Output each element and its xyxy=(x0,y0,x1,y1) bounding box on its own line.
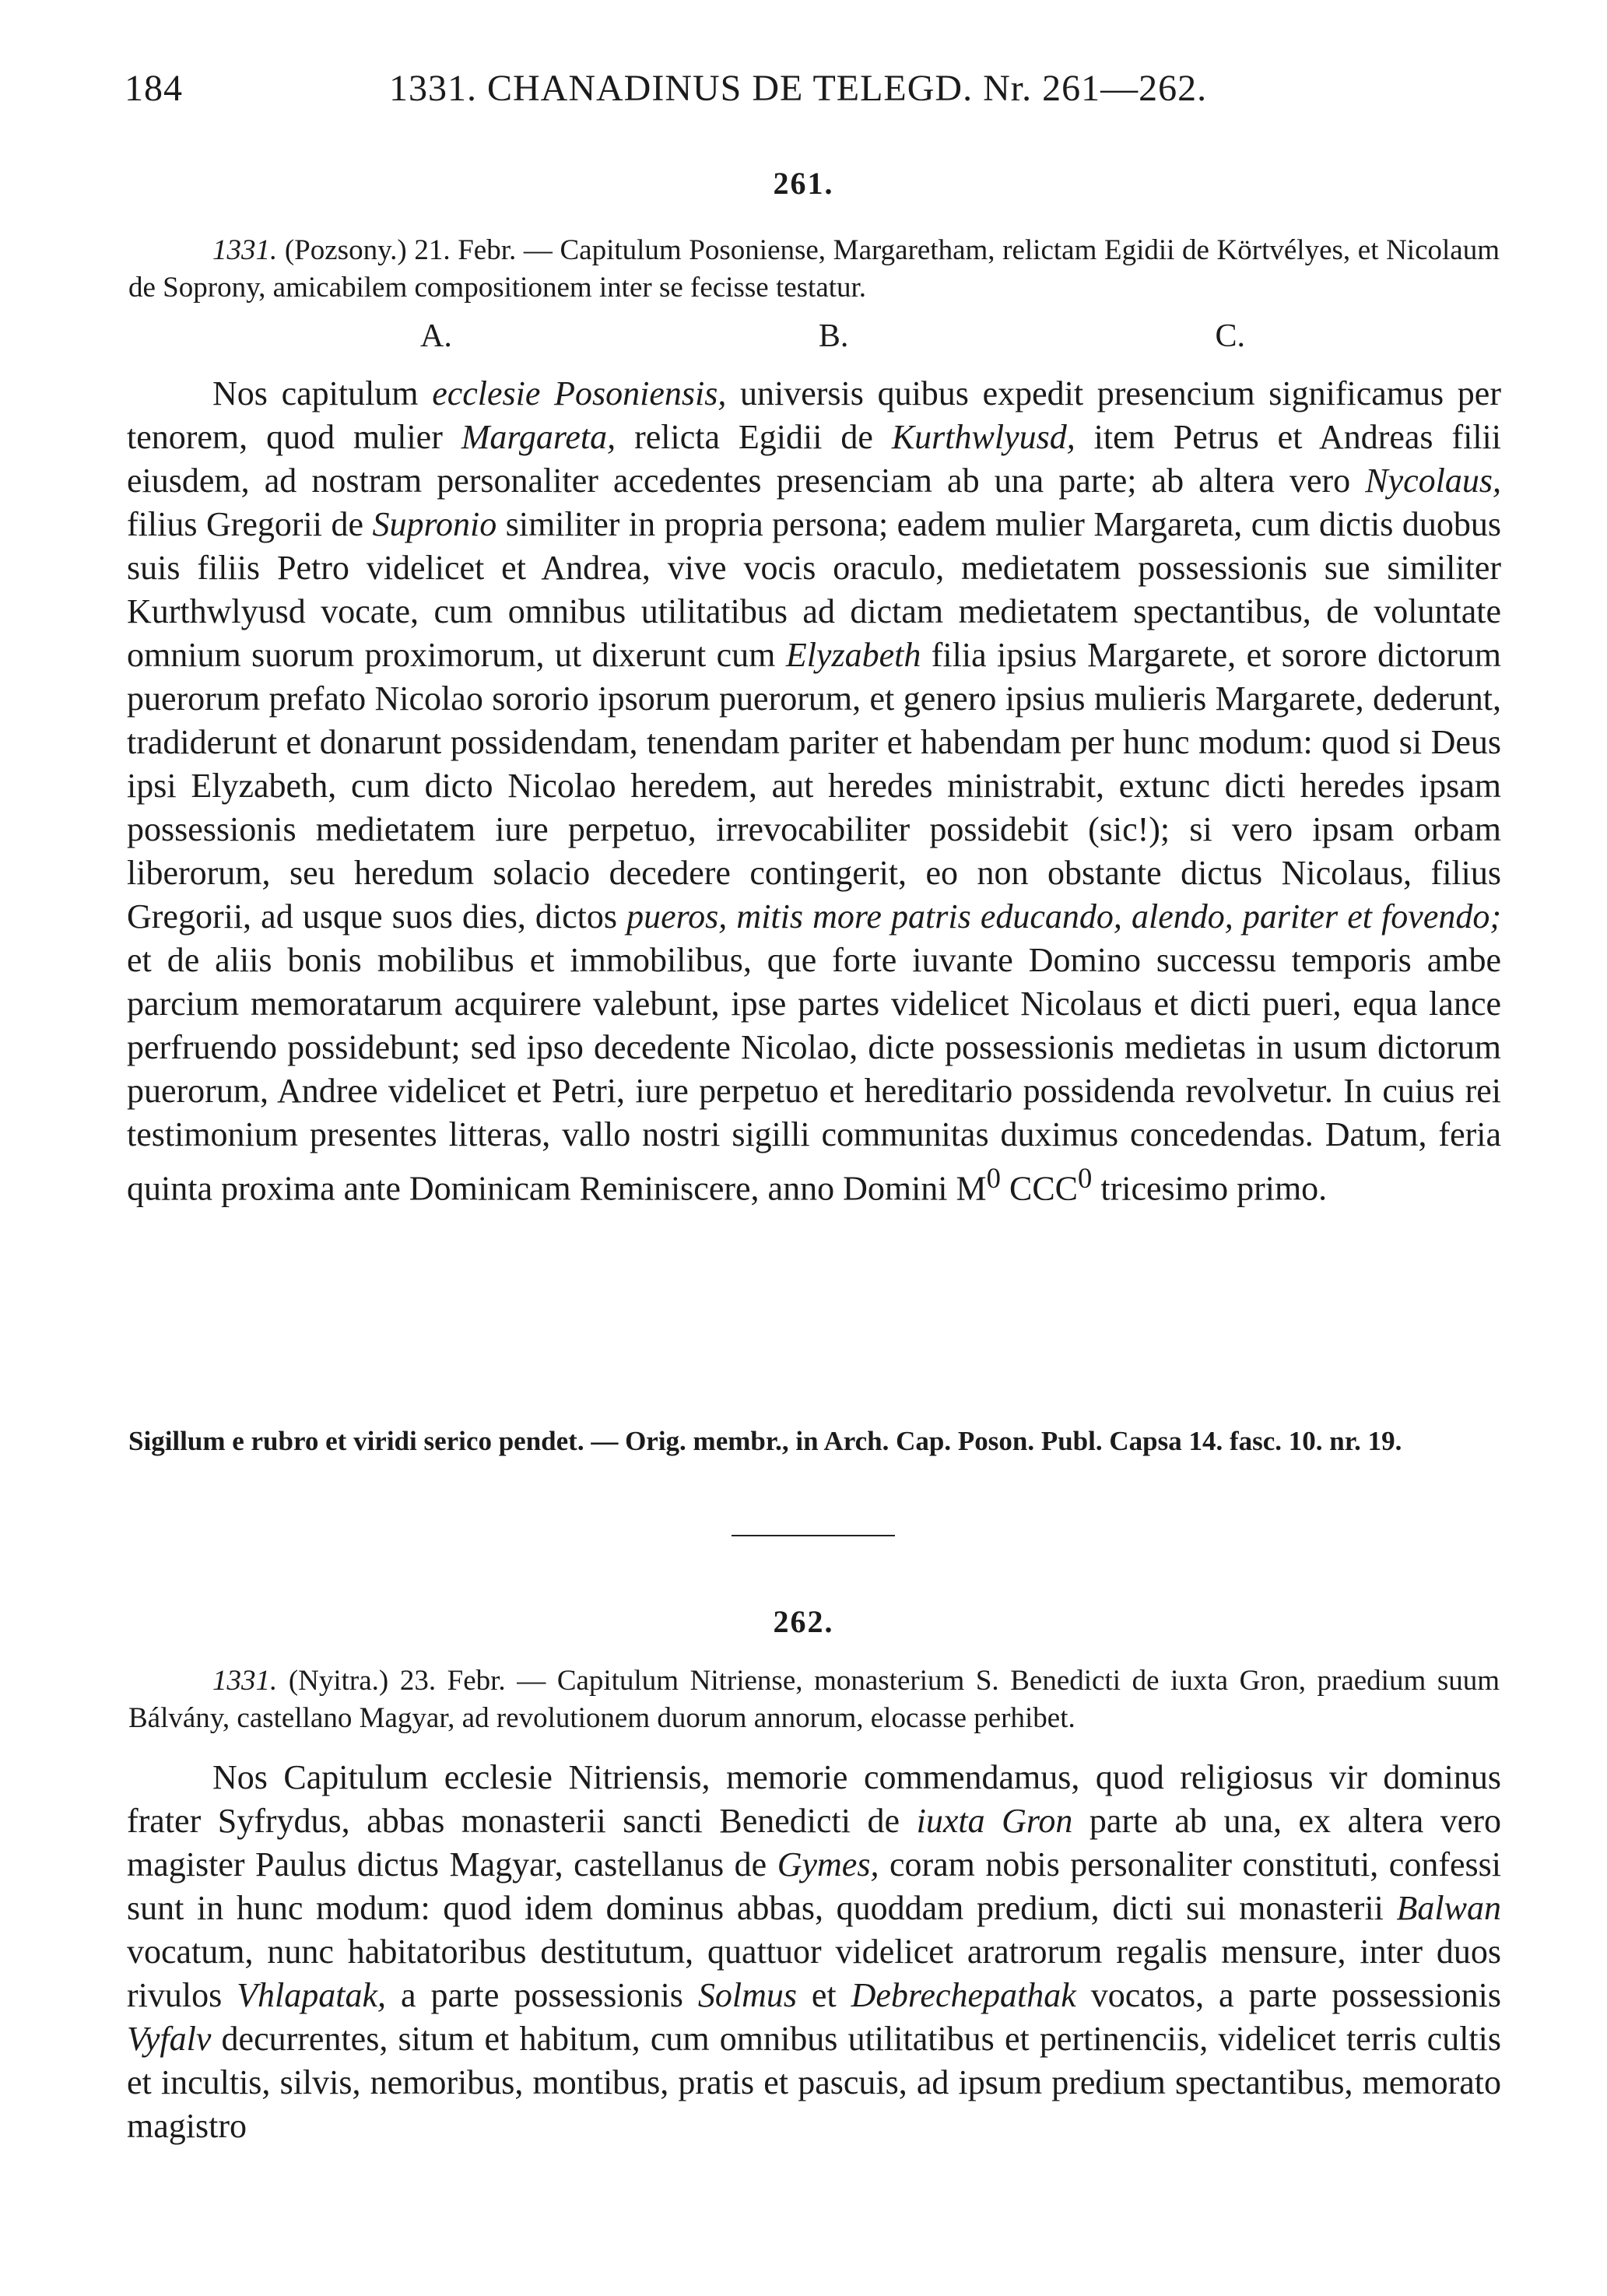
superscript: 0 xyxy=(1078,1162,1093,1194)
charter-number-262: 262. xyxy=(773,1604,834,1639)
italic-segment: Vyfalv xyxy=(127,2020,212,2058)
text-segment: decurrentes, situm et habitum, cum omnibus utilitatibus et pertinenciis, videlicet terris cultis et incultis, silvis, nemoribus, montibus, pratis et pascuis, ad ipsum predium spectantibus, memorato magistro xyxy=(127,2020,1501,2145)
charter-261-note: Sigillum e rubro et viridi serico pendet. — Orig. membr., in Arch. Cap. Poson. Publ. Capsa 14. fasc. 10. nr. 19. xyxy=(128,1426,1402,1456)
text-segment: filia ipsius Margarete, et sorore dictorum puerorum prefato Nicolao sororio ipsorum puerorum, et genero ipsius mulieris Margarete, dederunt, tradiderunt et donarunt possidendam, tenendam pariter et habendam per hunc modum: quod si Deus ipsi Elyzabeth, cum dicto Nicolao heredem, aut heredes ministrabit, extunc dicti heredes ipsam possessionis medietatem iure perpetuo, irrevocabiliter possidebit (sic!); si vero ipsam orbam liberorum, seu heredum solacio decedere contingerit, eo non obstante dictus Nicolaus, filius Gregorii, ad usque suos dies, dictos xyxy=(127,636,1501,936)
regest-summary: (Pozsony.) 21. Febr. — Capitulum Posoniense, Margaretham, relictam Egidii de Körtvélyes, et Nicolaum de Soprony, amicabilem compositionem inter se fecisse testatur. xyxy=(128,234,1500,304)
regest-summary: (Nyitra.) 23. Febr. — Capitulum Nitriense, monasterium S. Benedicti de iuxta Gron, praedium suum Bálvány, castellano Magyar, ad revolutionem duorum annorum, elocasse perhibet. xyxy=(128,1665,1500,1734)
regest-date: 1331. xyxy=(212,234,278,266)
text-segment: tricesimo primo. xyxy=(1092,1169,1328,1208)
italic-segment: iuxta Gron xyxy=(916,1802,1073,1840)
superscript: 0 xyxy=(986,1162,1001,1194)
text-segment: et xyxy=(796,1976,851,2014)
witness-b: B. xyxy=(818,318,849,354)
text-segment: filius Gregorii de xyxy=(127,505,373,543)
witness-a: A. xyxy=(420,318,452,354)
text-segment: parte ab una, ex altera vero magister Paulus dictus Magyar, castellanus de xyxy=(127,1802,1501,1883)
italic-segment: Nycolaus, xyxy=(1365,462,1501,500)
text-segment: coram nobis personaliter constituti, confessi sunt in hunc modum: quod idem dominus abbas, quoddam predium, dicti sui monasterii xyxy=(127,1845,1501,1927)
text-segment: Nos Capitulum ecclesie Nitriensis, memorie commendamus, quod religiosus vir dominus frater Syfrydus, abbas monasterii sancti Benedicti de xyxy=(127,1758,1501,1840)
charter-262-regest xyxy=(128,1662,1500,1737)
italic-segment: Elyzabeth xyxy=(785,636,921,674)
italic-segment: Margareta, xyxy=(461,418,616,456)
text-segment: Nos capitulum xyxy=(212,374,433,413)
page-number: 184 xyxy=(125,68,183,109)
text-segment: a parte possessionis xyxy=(386,1976,698,2014)
text-segment: CCC xyxy=(1000,1169,1079,1208)
text-segment: vocatos, a parte possessionis xyxy=(1075,1976,1501,2014)
italic-segment: Vhlapatak, xyxy=(237,1976,387,2014)
charter-261-regest xyxy=(128,232,1500,307)
charter-262-text xyxy=(127,1756,1501,2148)
text-segment: relicta Egidii de xyxy=(616,418,892,456)
witness-c: C. xyxy=(1215,318,1245,354)
running-head xyxy=(125,67,1237,110)
italic-segment: Balwan xyxy=(1396,1889,1501,1927)
italic-segment: Supronio xyxy=(372,505,497,543)
section-divider xyxy=(732,1535,895,1536)
running-title: 1331. CHANADINUS DE TELEGD. Nr. 261—262. xyxy=(389,68,1208,109)
charter-number-261: 261. xyxy=(773,166,834,201)
text-segment: et de aliis bonis mobilibus et immobilibus, que forte iuvante Domino successu temporis ambe parcium memoratarum acquirere valebunt, ipse partes videlicet Nicolaus et dicti pueri, equa lance perfruendo possidebunt; sed ipso decedente Nicolao, dicte possessionis medietas in usum dictorum puerorum, Andree videlicet et Petri, iure perpetuo et hereditario possidenda revolvetur. In cuius rei testimonium presentes litteras, vallo nostri sigilli communitas duximus concedendas. Datum, feria quinta proxima ante Dominicam Reminiscere, anno Domini M xyxy=(127,941,1501,1208)
charter-261-text xyxy=(127,372,1501,1211)
text-segment: similiter in propria persona; eadem mulier Margareta, cum dictis duobus suis filiis Petro videlicet et Andrea, vive vocis oraculo, medietatem possessionis sue similiter Kurthwlyusd vocate, cum omnibus utilitatibus ad dictam medietatem spectantibus, de voluntate omnium suorum proximorum, ut dixerunt cum xyxy=(127,505,1501,674)
text-segment: universis quibus expedit presencium significamus per tenorem, quod mulier xyxy=(127,374,1501,456)
italic-segment: Debrechepathak xyxy=(851,1976,1076,2014)
text-segment: vocatum, nunc habitatoribus destitutum, quattuor videlicet aratrorum regalis mensure, inter duos rivulos xyxy=(127,1933,1501,2014)
italic-segment: Kurthwlyusd, xyxy=(891,418,1075,456)
italic-segment: Gymes, xyxy=(777,1845,879,1883)
italic-segment: ecclesie Posoniensis, xyxy=(432,374,727,413)
regest-date: 1331. xyxy=(212,1665,278,1697)
manuscript-witnesses xyxy=(420,318,1245,355)
italic-segment: Solmus xyxy=(697,1976,797,2014)
italic-segment: pueros, mitis more patris educando, alendo, pariter et fovendo; xyxy=(626,897,1501,936)
text-segment: item Petrus et Andreas filii eiusdem, ad nostram personaliter accedentes presenciam ab una parte; ab altera vero xyxy=(127,418,1501,500)
